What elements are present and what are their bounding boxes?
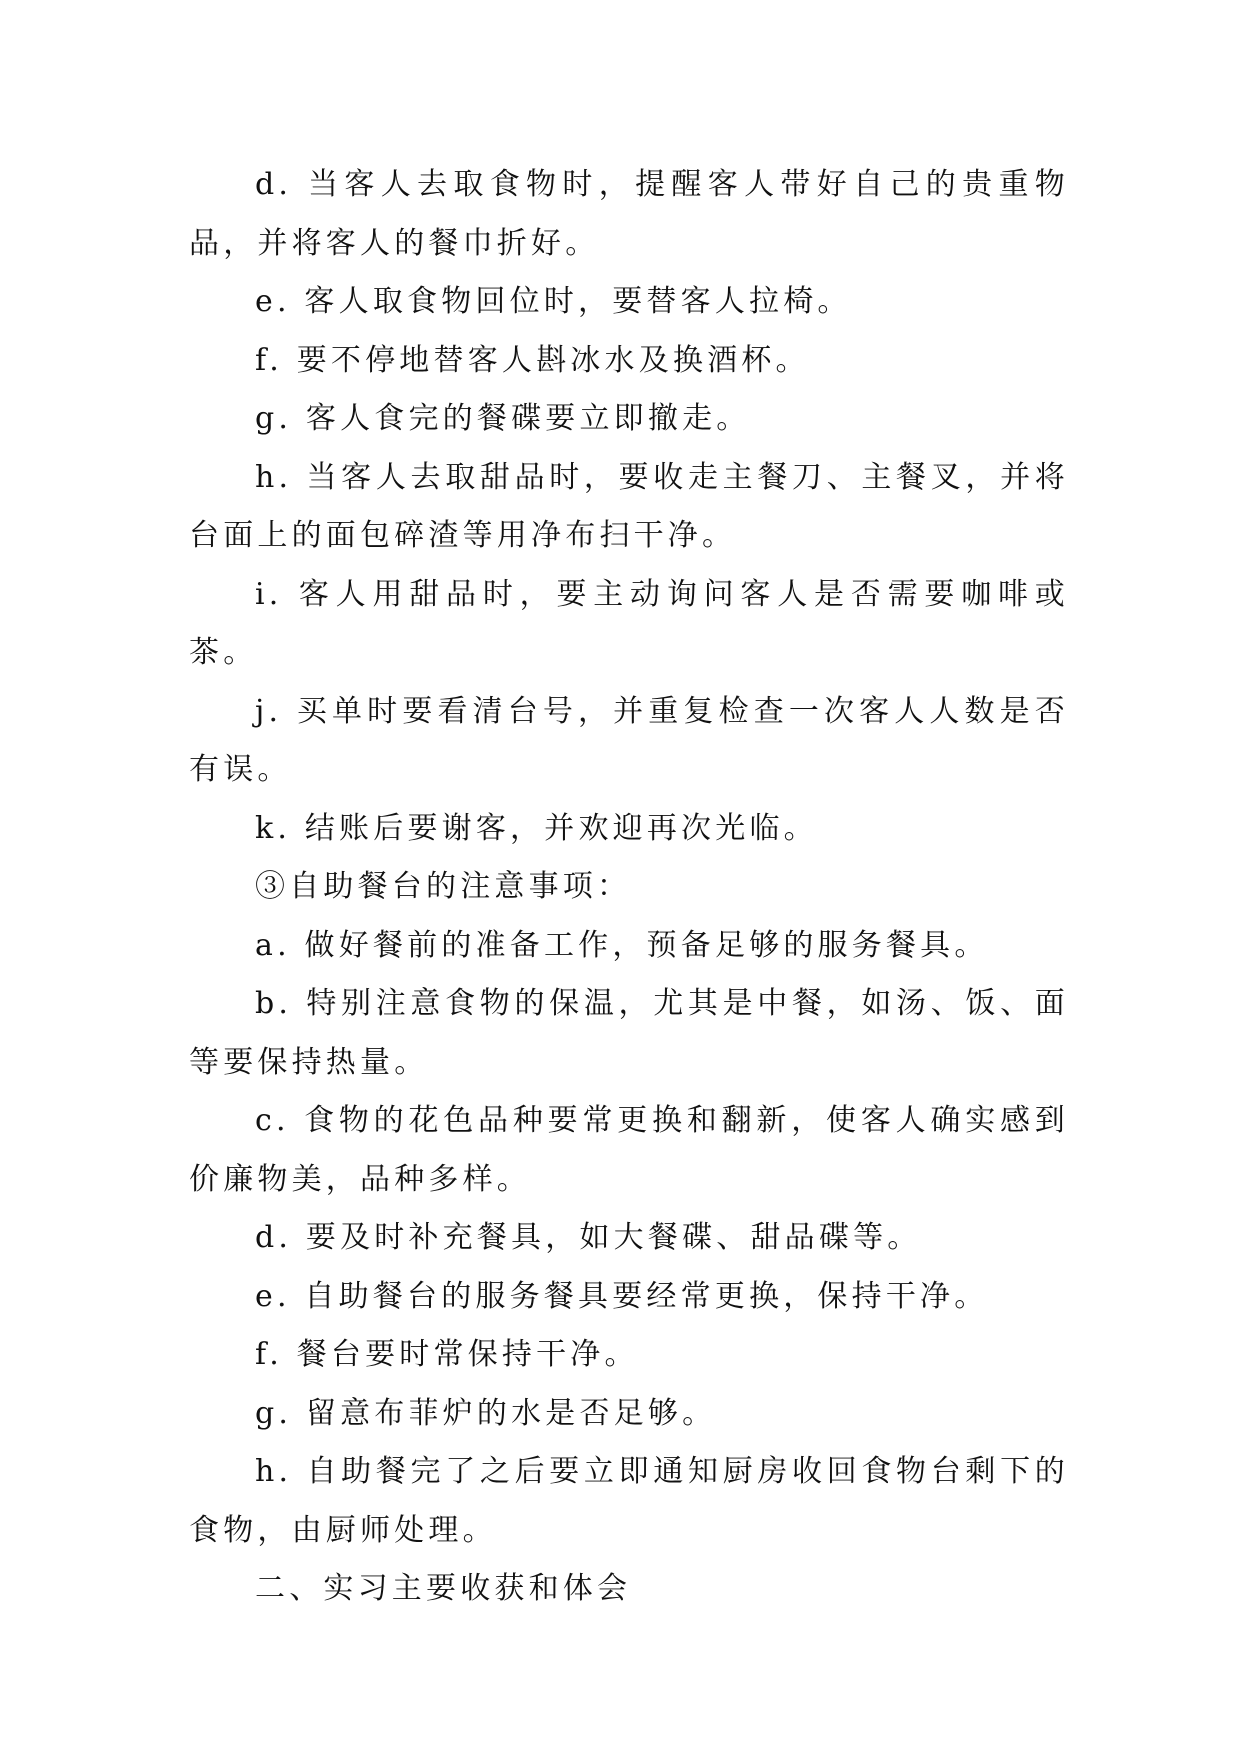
paragraph-g-remove-plates: g. 客人食完的餐碟要立即撤走。: [255, 401, 751, 436]
paragraph-g-chafing-water: g. 留意布菲炉的水是否足够。: [255, 1395, 717, 1431]
paragraph-d-replenish: d. 要及时补充餐具，如大餐碟、甜品碟等。: [255, 1220, 922, 1255]
paragraph-h-notify-kitchen: h. 自助餐完了之后要立即通知厨房收回食物台剩下的食物，由厨师处理。: [189, 1454, 1069, 1548]
paragraph-e-change-utensils: e. 自助餐台的服务餐具要经常更换，保持干净。: [255, 1278, 989, 1314]
paragraph-k-thank-guests: k. 结账后要谢客，并欢迎再次光临。: [255, 810, 818, 846]
paragraph-c-variety: c. 食物的花色品种要常更换和翻新，使客人确实感到价廉物美，品种多样。: [189, 1103, 1069, 1197]
paragraph-h-dessert: h. 当客人去取甜品时，要收走主餐刀、主餐叉，并将台面上的面包碎渣等用净布扫干净。: [189, 459, 1069, 553]
paragraph-f-ice-water: f. 要不停地替客人斟冰水及换酒杯。: [255, 342, 810, 378]
paragraph-a-preparation: a. 做好餐前的准备工作，预备足够的服务餐具。: [255, 927, 989, 963]
paragraph-j-check-bill: j. 买单时要看清台号，并重复检查一次客人人数是否有误。: [189, 693, 1069, 787]
section-heading-gains: 二、实习主要收获和体会: [255, 1571, 632, 1606]
paragraph-e-pull-chair: e. 客人取食物回位时，要替客人拉椅。: [255, 284, 852, 319]
document-body: [189, 156, 1069, 1619]
paragraph-b-keep-warm: b. 特别注意食物的保温，尤其是中餐，如汤、饭、面等要保持热量。: [189, 986, 1069, 1080]
paragraph-d-valuables: d. 当客人去取食物时，提醒客人带好自己的贵重物品，并将客人的餐巾折好。: [189, 167, 1069, 261]
section-heading-buffet-notes: ③自助餐台的注意事项：: [255, 869, 632, 904]
paragraph-i-coffee-tea: i. 客人用甜品时，要主动询问客人是否需要咖啡或茶。: [189, 576, 1069, 670]
paragraph-f-clean-table: f. 餐台要时常保持干净。: [255, 1337, 639, 1372]
